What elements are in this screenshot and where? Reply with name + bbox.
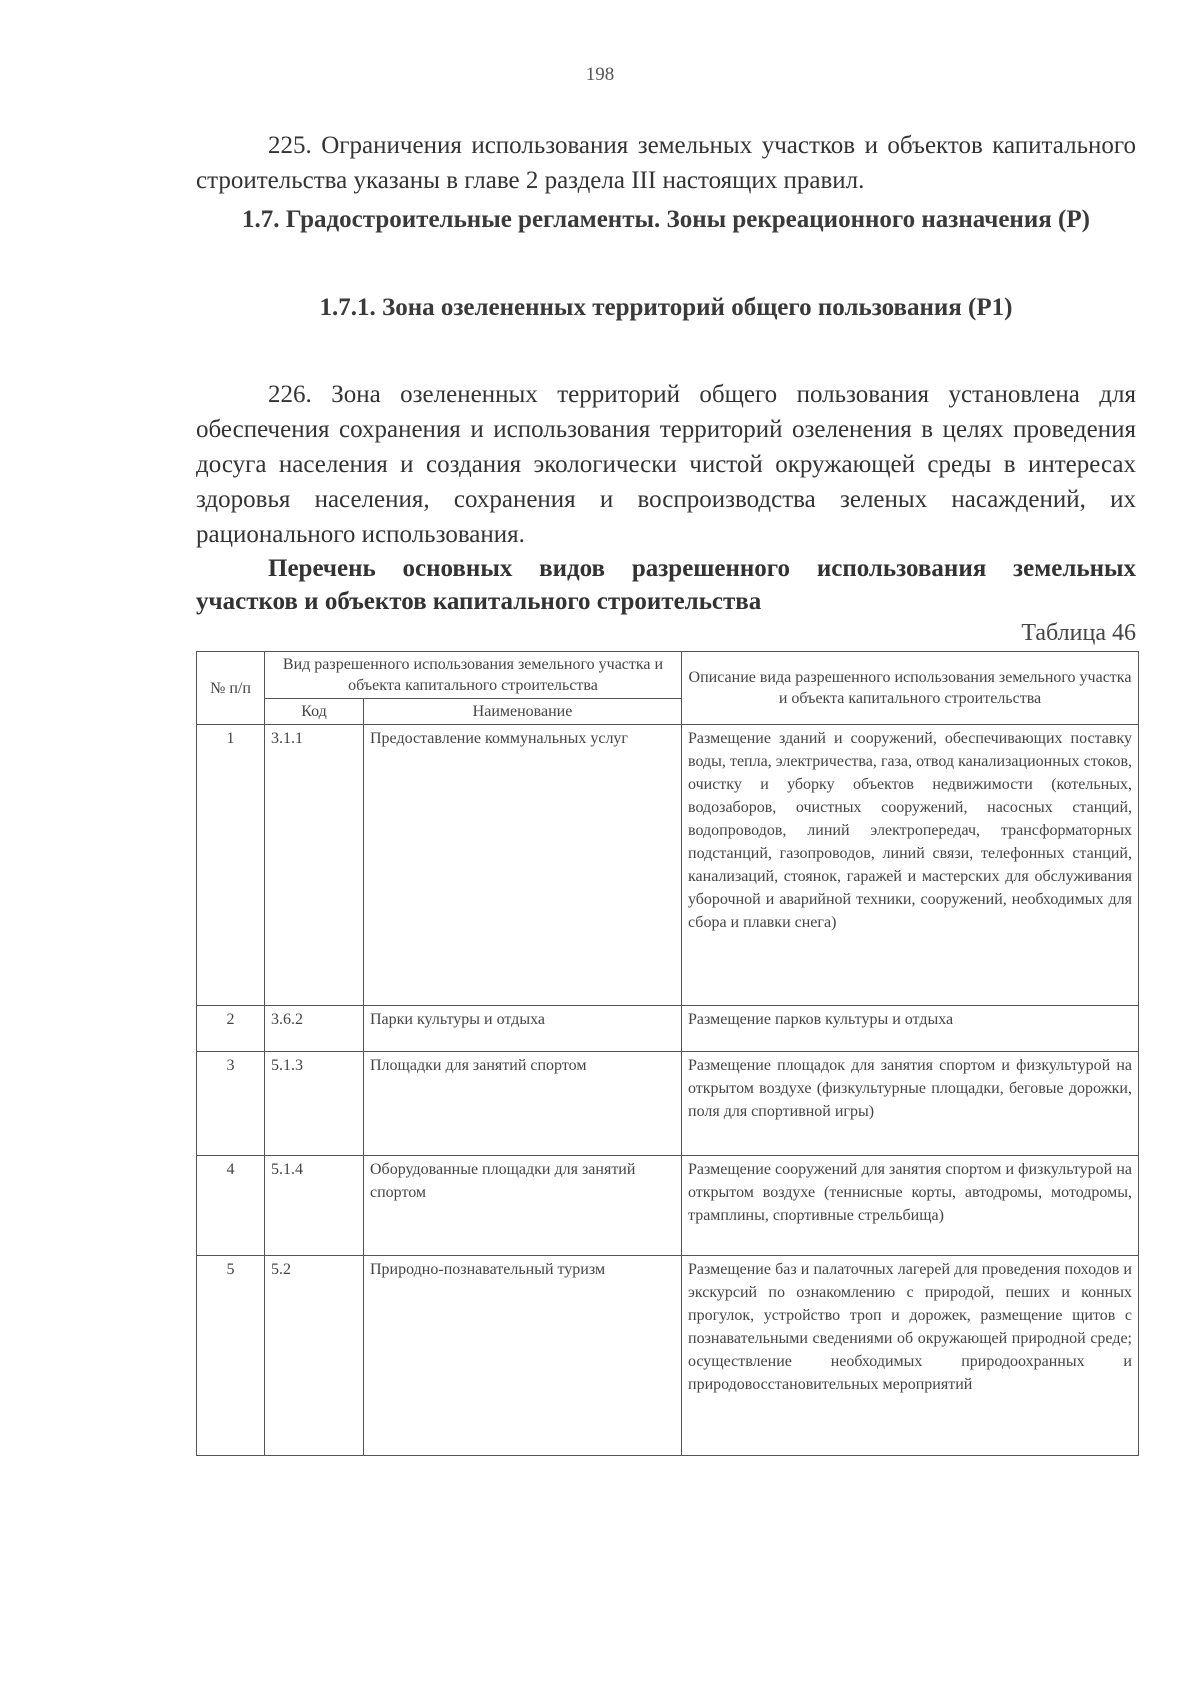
row-num: 3 (197, 1052, 265, 1156)
row-code: 3.1.1 (265, 725, 364, 1006)
row-num: 5 (197, 1256, 265, 1456)
row-description: Размещение зданий и сооружений, обеспечивающих поставку воды, тепла, электричества, газа, отвод канализационных стоков, очистку и уборку объектов недвижимости (котельных, водозаборов, очистных сооружений, насосных станций, водопроводов, линий электропередач, трансформаторных подстанций, газопроводов, линий связи, телефонных станций, канализаций, стоянок, гаражей и мастерских для обслуживания уборочной и аварийной техники, сооружений, необходимых для сбора и плавки снега) (682, 725, 1139, 1006)
section-heading: 1.7. Градостроительные регламенты. Зоны рекреационного назначения (Р) (242, 206, 1090, 233)
table-row (197, 1006, 1139, 1052)
row-num: 1 (197, 725, 265, 1006)
row-code: 5.2 (265, 1256, 364, 1456)
row-description: Размещение баз и палаточных лагерей для проведения походов и экскурсий по ознакомлению с природой, пеших и конных прогулок, устройство троп и дорожек, размещение щитов с познавательными сведениями об окружающей природной среде; осуществление необходимых природоохранных и природовосстановительных мероприятий (682, 1256, 1139, 1456)
row-name: Площадки для занятий спортом (364, 1052, 682, 1156)
header-code: Код (265, 699, 364, 725)
page-number: 198 (585, 64, 615, 85)
table-row (197, 725, 1139, 1006)
header-num: № п/п (197, 652, 265, 725)
row-name: Парки культуры и отдыха (364, 1006, 682, 1052)
row-code: 5.1.4 (265, 1156, 364, 1256)
row-description: Размещение сооружений для занятия спортом и физкультурой на открытом воздухе (теннисные корты, автодромы, мотодромы, трамплины, спортивные стрельбища) (682, 1156, 1139, 1256)
row-num: 2 (197, 1006, 265, 1052)
row-description: Размещение парков культуры и отдыха (682, 1006, 1139, 1052)
table-label: Таблица 46 (1021, 620, 1136, 646)
row-name: Оборудованные площадки для занятий спортом (364, 1156, 682, 1256)
subsection-heading: 1.7.1. Зона озелененных территорий общего пользования (Р1) (319, 294, 1013, 321)
paragraph-226: 226. Зона озелененных территорий общего пользования установлена для обеспечения сохранения и использования территорий озеленения в целях проведения досуга населения и создания экологически чистой окружающей среды в интересах здоровья населения, сохранения и воспроизводства зеленых насаждений, их рационального использования. (196, 381, 1136, 548)
row-code: 5.1.3 (265, 1052, 364, 1156)
row-code: 3.6.2 (265, 1006, 364, 1052)
list-title: Перечень основных видов разрешенного использования земельных участков и объектов капитального строительства (196, 555, 1136, 615)
table-row (197, 1156, 1139, 1256)
paragraph-225: 225. Ограничения использования земельных участков и объектов капитального строительства указаны в главе 2 раздела III настоящих правил. (196, 132, 1136, 194)
row-description: Размещение площадок для занятия спортом и физкультурой на открытом воздухе (физкультурные площадки, беговые дорожки, поля для спортивной игры) (682, 1052, 1139, 1156)
table-row (197, 1052, 1139, 1156)
row-name: Предоставление коммунальных услуг (364, 725, 682, 1006)
row-num: 4 (197, 1156, 265, 1256)
row-name: Природно-познавательный туризм (364, 1256, 682, 1456)
land-use-table (196, 651, 1139, 1456)
header-description: Описание вида разрешенного использования земельного участка и объекта капитального строительства (682, 652, 1139, 725)
table-row (197, 1256, 1139, 1456)
header-vid: Вид разрешенного использования земельного участка и объекта капитального строительства (265, 652, 682, 699)
header-name: Наименование (364, 699, 682, 725)
